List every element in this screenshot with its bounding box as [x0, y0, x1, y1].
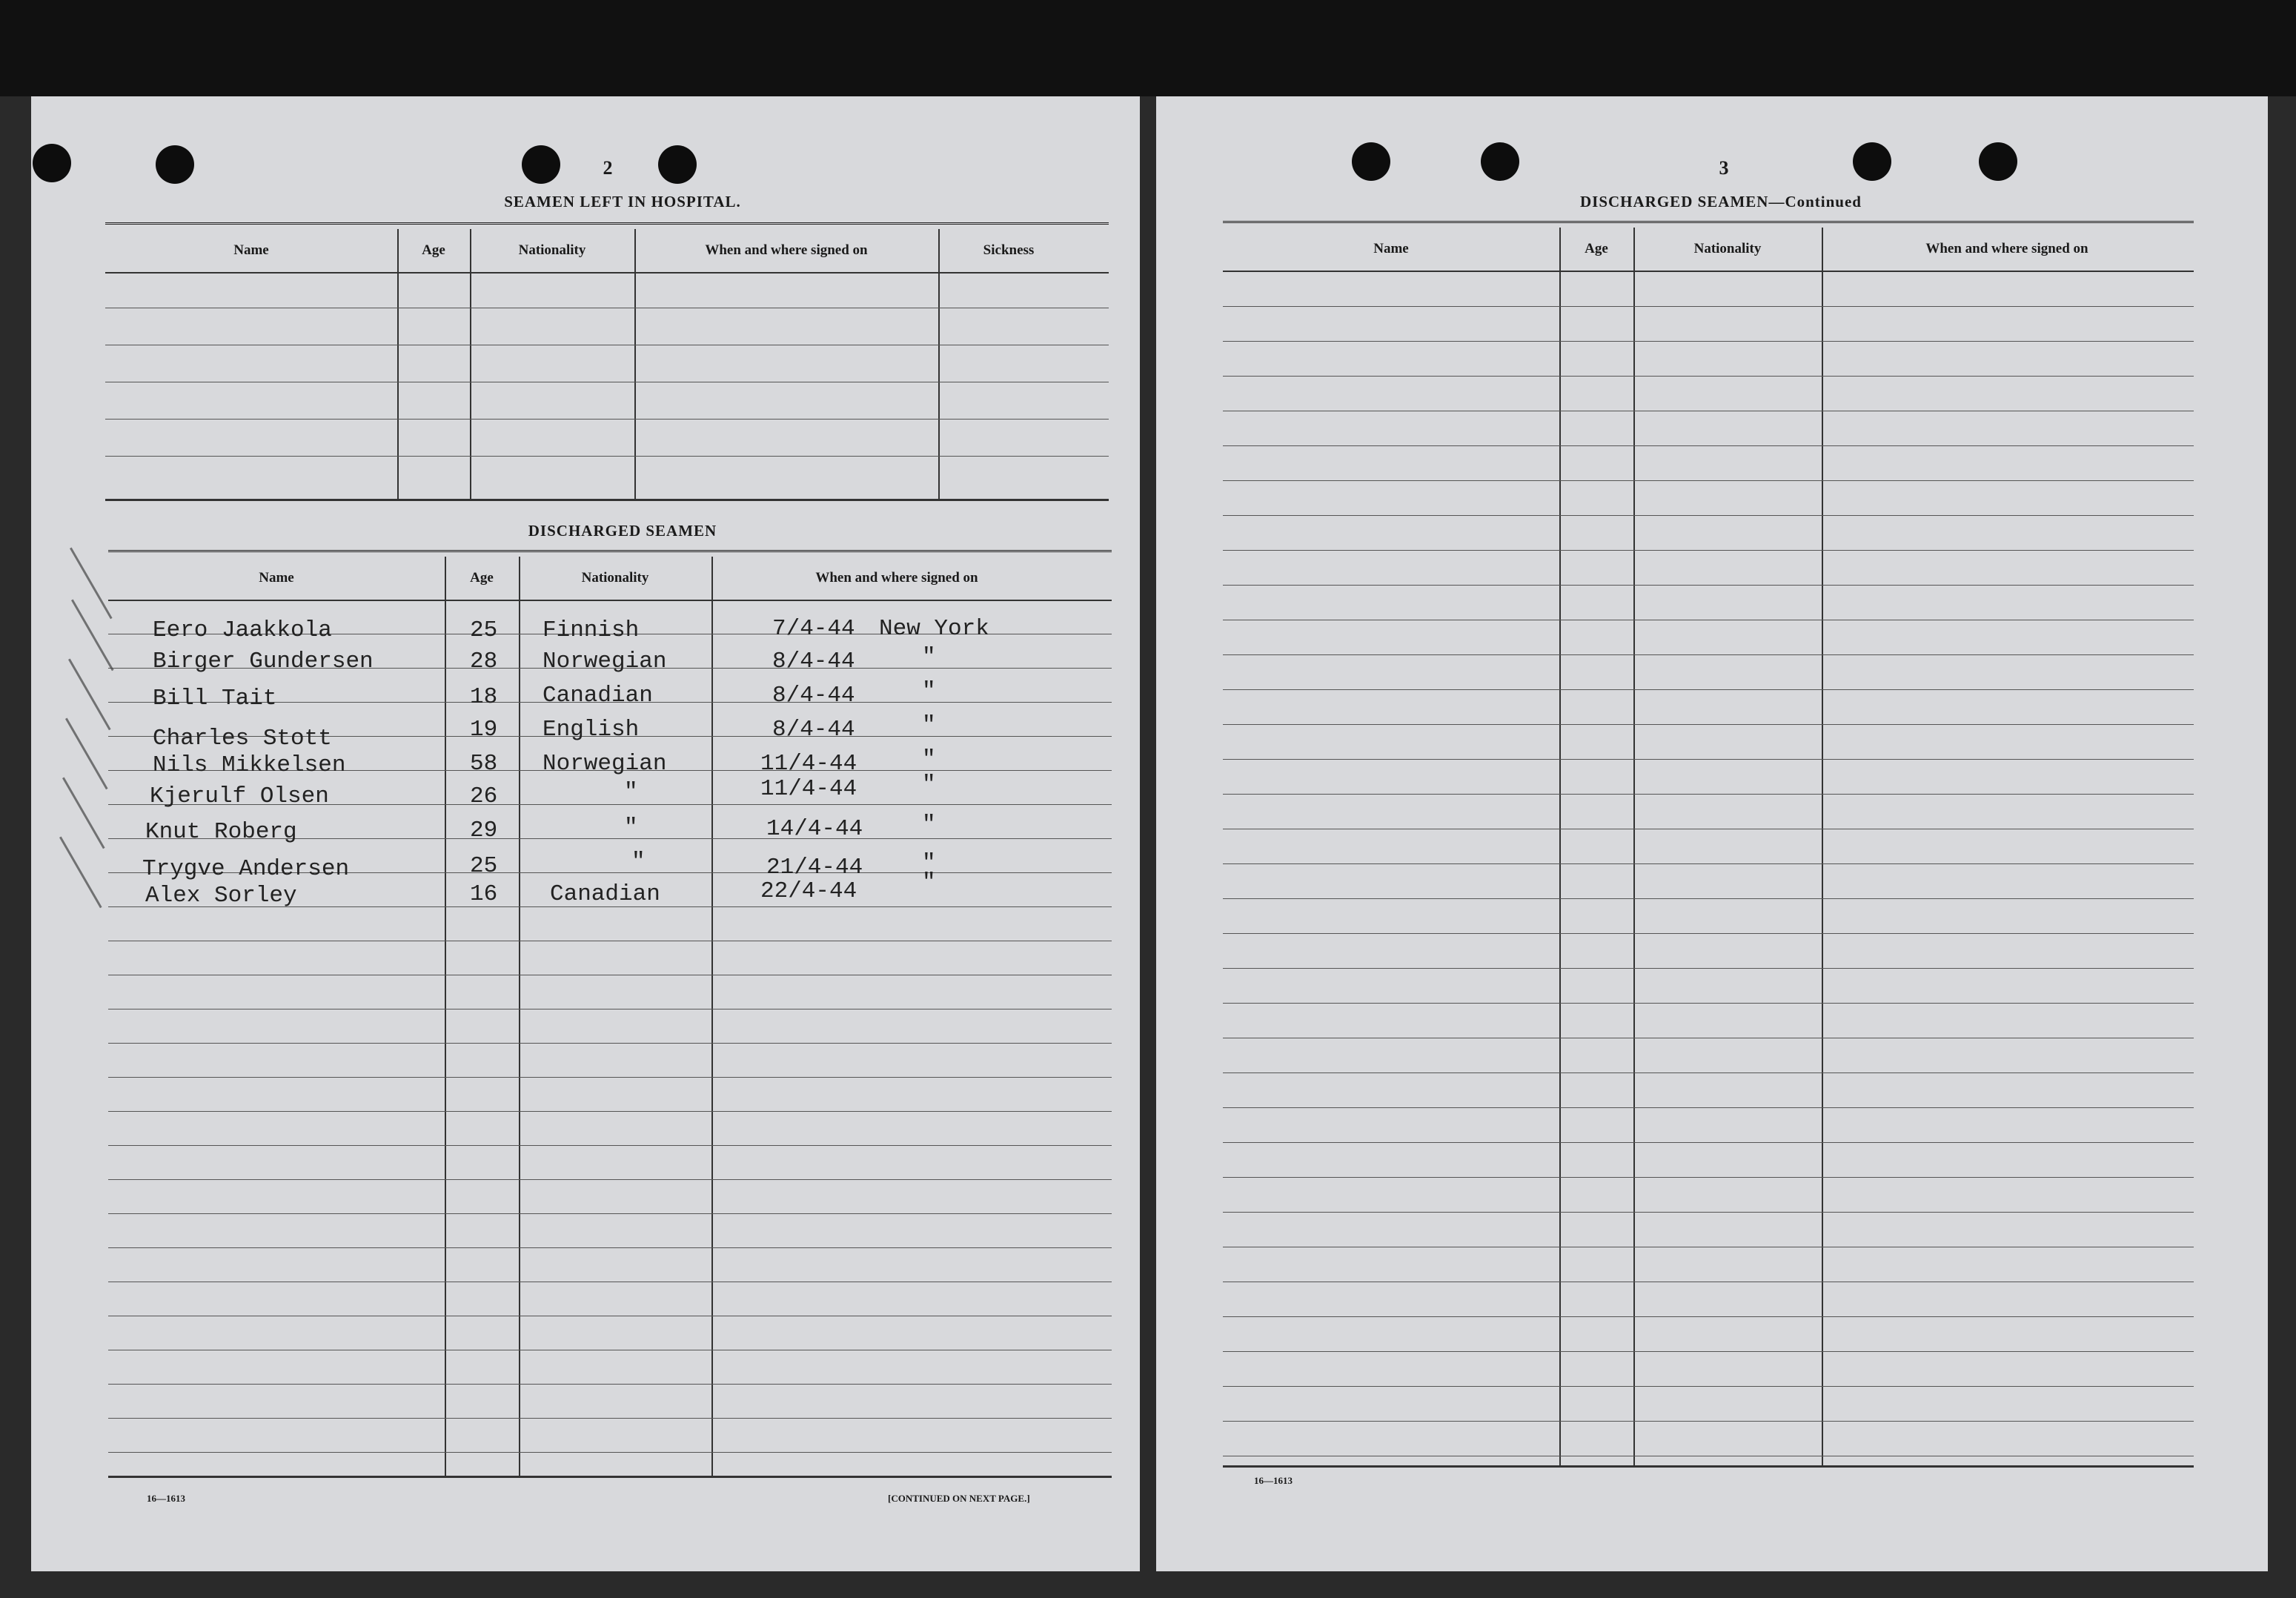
- row-rule: [1223, 550, 2194, 551]
- col-nationality: Nationality: [581, 570, 649, 586]
- punch-hole: [1853, 142, 1891, 181]
- row-rule: [1223, 376, 2194, 377]
- signed-date: 7/4-44: [772, 616, 855, 642]
- punch-hole: [156, 145, 194, 184]
- signed-date: 21/4-44: [766, 855, 863, 881]
- punch-hole: [522, 145, 560, 184]
- punch-hole: [1979, 142, 2017, 181]
- col-signed-on: When and where signed on: [815, 570, 978, 586]
- row-rule: [108, 1077, 1112, 1078]
- seaman-nationality: ": [631, 849, 646, 875]
- row-rule: [108, 1384, 1112, 1385]
- row-rule: [1223, 1107, 2194, 1108]
- seaman-name: Charles Stott: [153, 726, 332, 752]
- discharged-table-header: [108, 557, 1112, 601]
- row-rule: [1223, 968, 2194, 969]
- row-rule: [1223, 585, 2194, 586]
- seaman-name: Nils Mikkelsen: [153, 752, 346, 778]
- signed-date: 8/4-44: [772, 683, 855, 709]
- row-rule: [108, 1213, 1112, 1214]
- signed-place: New York: [879, 616, 989, 642]
- discharged-continued-header: [1223, 228, 2194, 272]
- seaman-nationality: Canadian: [543, 683, 653, 709]
- row-rule: [1223, 341, 2194, 342]
- signed-date: 8/4-44: [772, 649, 855, 674]
- seaman-name: Birger Gundersen: [153, 649, 374, 674]
- row-rule: [1223, 654, 2194, 655]
- col-name: Name: [259, 570, 294, 586]
- col-nationality: Nationality: [1693, 241, 1762, 256]
- row-rule: [108, 1452, 1112, 1453]
- column-rule: [1559, 228, 1561, 1465]
- punch-hole: [658, 145, 697, 184]
- column-rule: [1633, 228, 1635, 1465]
- seaman-name: Kjerulf Olsen: [150, 783, 329, 809]
- signed-place: ": [922, 746, 936, 772]
- signed-place: ": [922, 772, 936, 798]
- row-rule: [1223, 1212, 2194, 1213]
- discharged-table: [108, 550, 1112, 1480]
- row-rule: [108, 1247, 1112, 1248]
- row-rule: [1223, 306, 2194, 307]
- seaman-age: 29: [470, 818, 498, 843]
- row-rule: [1223, 1142, 2194, 1143]
- seaman-nationality: ": [624, 779, 638, 805]
- row-rule: [1223, 515, 2194, 516]
- signed-place: ": [922, 812, 936, 838]
- hospital-section-title: SEAMEN LEFT IN HOSPITAL.: [504, 193, 741, 210]
- table-bottom-rule: [108, 1476, 1112, 1478]
- check-mark: [62, 778, 105, 849]
- row-rule: [108, 1111, 1112, 1112]
- page-number: 3: [1719, 157, 1729, 179]
- punch-hole: [33, 144, 71, 182]
- column-rule: [1822, 228, 1823, 1465]
- discharged-continued-table: [1223, 221, 2194, 1468]
- form-number: 16—1613: [147, 1493, 185, 1504]
- signed-place: ": [922, 850, 936, 876]
- seaman-name: Knut Roberg: [145, 819, 297, 845]
- right-page: [1156, 96, 2268, 1571]
- row-rule: [1223, 863, 2194, 864]
- row-rule: [1223, 1421, 2194, 1422]
- column-rule: [519, 557, 520, 1476]
- row-rule: [1223, 1386, 2194, 1387]
- seaman-age: 16: [470, 881, 498, 907]
- check-mark: [65, 718, 108, 790]
- col-name: Name: [233, 242, 269, 258]
- row-rule: [1223, 1351, 2194, 1352]
- punch-hole: [1481, 142, 1519, 181]
- row-rule: [108, 1145, 1112, 1146]
- check-mark: [68, 659, 111, 731]
- row-rule: [1223, 445, 2194, 446]
- row-rule: [105, 419, 1109, 420]
- row-rule: [1223, 724, 2194, 725]
- row-rule: [105, 456, 1109, 457]
- signed-date: 8/4-44: [772, 717, 855, 743]
- seaman-age: 25: [470, 617, 498, 643]
- col-signed-on: When and where signed on: [705, 242, 868, 258]
- row-rule: [1223, 1316, 2194, 1317]
- seaman-age: 18: [470, 684, 498, 710]
- seaman-nationality: ": [624, 815, 638, 841]
- signed-place: ": [922, 644, 936, 670]
- seaman-name: Trygve Andersen: [142, 856, 350, 882]
- signed-place: ": [922, 678, 936, 704]
- signed-date: 14/4-44: [766, 816, 863, 842]
- col-nationality: Nationality: [518, 242, 586, 258]
- left-page: [31, 96, 1140, 1571]
- col-signed-on: When and where signed on: [1925, 241, 2088, 256]
- col-age: Age: [1585, 241, 1608, 256]
- seaman-age: 25: [470, 853, 498, 879]
- column-rule: [711, 557, 713, 1476]
- seaman-nationality: Norwegian: [543, 649, 667, 674]
- page-number: 2: [603, 157, 613, 179]
- signed-place: ": [922, 712, 936, 738]
- row-rule: [1223, 480, 2194, 481]
- column-rule: [445, 557, 446, 1476]
- row-rule: [1223, 759, 2194, 760]
- row-rule: [1223, 1003, 2194, 1004]
- row-rule: [108, 1043, 1112, 1044]
- row-rule: [1223, 689, 2194, 690]
- row-rule: [1223, 1072, 2194, 1073]
- table-bottom-rule: [105, 499, 1109, 501]
- seaman-name: Alex Sorley: [145, 883, 297, 909]
- seaman-age: 28: [470, 649, 498, 674]
- column-rule: [397, 229, 399, 499]
- continued-note: [CONTINUED ON NEXT PAGE.]: [888, 1493, 1030, 1504]
- punch-hole: [1352, 142, 1390, 181]
- col-name: Name: [1373, 241, 1409, 256]
- row-rule: [108, 1179, 1112, 1180]
- table-bottom-rule: [1223, 1465, 2194, 1468]
- seaman-age: 26: [470, 783, 498, 809]
- seaman-name: Eero Jaakkola: [153, 617, 332, 643]
- col-sickness: Sickness: [983, 242, 1035, 258]
- col-age: Age: [470, 570, 494, 586]
- row-rule: [1223, 1177, 2194, 1178]
- signed-date: 22/4-44: [760, 878, 857, 904]
- signed-place: ": [922, 869, 936, 895]
- row-rule: [1223, 898, 2194, 899]
- column-rule: [938, 229, 940, 499]
- seaman-nationality: Norwegian: [543, 751, 667, 777]
- seaman-nationality: English: [543, 717, 640, 743]
- seaman-age: 58: [470, 751, 498, 777]
- row-rule: [1223, 794, 2194, 795]
- seaman-age: 19: [470, 717, 498, 743]
- row-rule: [108, 1418, 1112, 1419]
- hospital-table: [105, 222, 1109, 505]
- seaman-nationality: Canadian: [550, 881, 660, 907]
- scan-border-top: [0, 0, 2296, 96]
- col-age: Age: [422, 242, 445, 258]
- hospital-table-header: [105, 229, 1109, 273]
- signed-date: 11/4-44: [760, 776, 857, 802]
- discharged-section-title: DISCHARGED SEAMEN: [528, 522, 717, 540]
- seaman-name: Bill Tait: [153, 686, 277, 712]
- column-rule: [470, 229, 471, 499]
- form-number: 16—1613: [1254, 1475, 1293, 1486]
- check-mark: [59, 837, 102, 909]
- column-rule: [634, 229, 636, 499]
- discharged-continued-title: DISCHARGED SEAMEN—Continued: [1580, 193, 1862, 210]
- signed-date: 11/4-44: [760, 751, 857, 777]
- seaman-nationality: Finnish: [543, 617, 640, 643]
- row-rule: [1223, 933, 2194, 934]
